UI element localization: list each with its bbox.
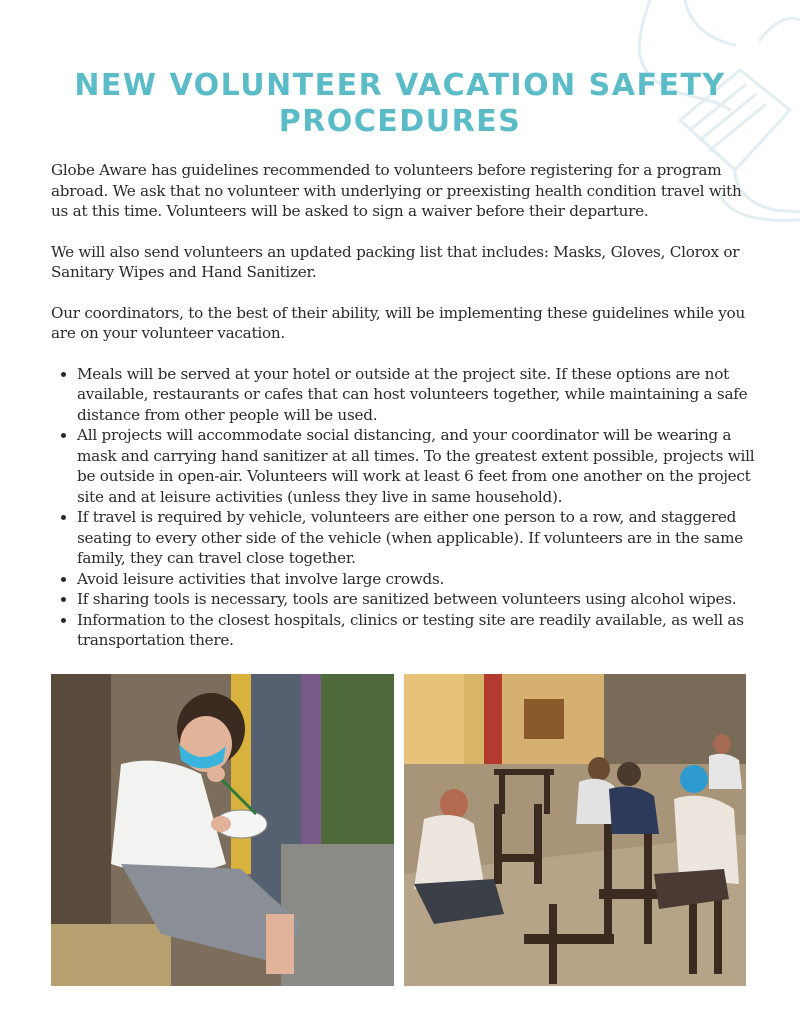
guideline-item: • Avoid leisure activities that involve large crowds. <box>77 569 756 590</box>
main-content <box>51 160 756 651</box>
guideline-item: • Meals will be served at your hotel or outside at the project site. If these options are not available, restaurants or cafes that can host volunteers together, while maintaining a safe distance from other people will be used. <box>77 364 756 426</box>
guideline-item: • Information to the closest hospitals, clinics or testing site are readily available, as well as transportation there. <box>77 610 756 651</box>
intro-paragraph-1: Globe Aware has guidelines recommended to volunteers before registering for a program abroad. We ask that no volunteer with underlying or preexisting health condition travel with us at this time. Volunteers will be asked to sign a waiver before their departure. <box>51 161 742 220</box>
volunteers-chairs-photo <box>404 674 746 986</box>
guidelines-list <box>51 364 756 651</box>
intro-paragraph-3: Our coordinators, to the best of their ability, will be implementing these guidelines while you are on your volunteer vacation. <box>51 303 745 342</box>
page-title: NEW VOLUNTEER VACATION SAFETY PROCEDURES <box>74 68 726 139</box>
guideline-item: • All projects will accommodate social distancing, and your coordinator will be wearing a mask and carrying hand sanitizer at all times. To the greatest extent possible, projects will be outside in open-air. Volunteers will work at least 6 feet from one another on the project site and at leisure activities (unless they live in same household). <box>77 425 756 507</box>
intro-paragraph-2: We will also send volunteers an updated packing list that includes: Masks, Gloves, Clorox or Sanitary Wipes and Hand Sanitizer. <box>51 242 740 281</box>
guideline-item: • If travel is required by vehicle, volunteers are either one person to a row, and staggered seating to every other side of the vehicle (when applicable). If volunteers are in the same family, they can travel close together. <box>77 507 756 569</box>
guideline-item: • If sharing tools is necessary, tools are sanitized between volunteers using alcohol wipes. <box>77 589 756 610</box>
volunteer-painting-photo <box>51 674 394 986</box>
